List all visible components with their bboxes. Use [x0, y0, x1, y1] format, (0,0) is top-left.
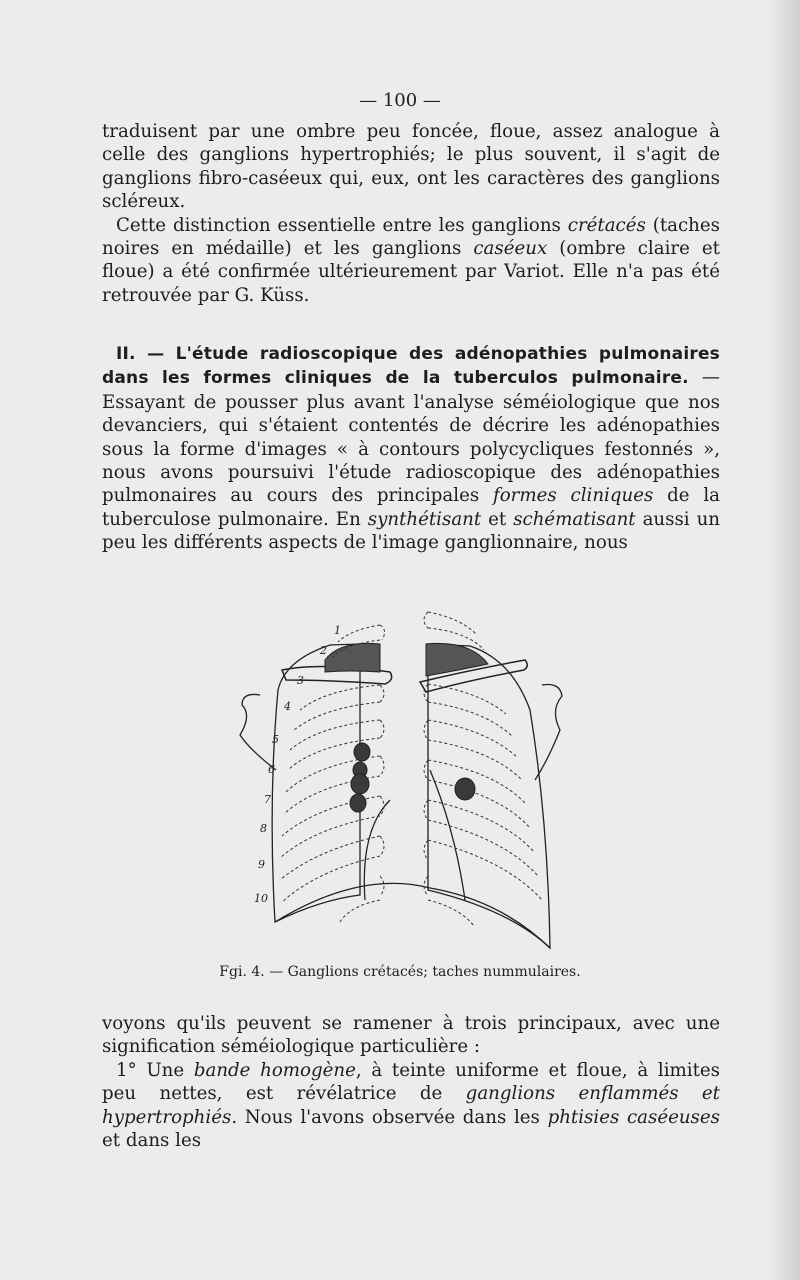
rib-label: 1 — [334, 624, 341, 637]
bottom-text-block — [102, 1012, 720, 1152]
paragraph: Cette distinction essentielle entre les ganglions crétacés (taches noires en médaille) et les ganglions caséeux (ombre claire et floue) a été confirmée ultérieurement par Variot. Elle n'a pas été retrouvée par G. Küss. — [102, 214, 720, 306]
chest-radiograph-figure — [230, 600, 580, 960]
calcified-node — [354, 743, 370, 761]
right-apex-shadow — [426, 643, 488, 676]
calcified-node — [351, 774, 369, 794]
right-scapula — [535, 684, 562, 780]
calcified-node — [455, 778, 475, 800]
left-apex-shadow — [325, 643, 380, 672]
section-block — [102, 342, 720, 555]
section-heading: II. — L'étude radioscopique des adénopathies pulmonaires dans les formes cliniques de la tuberculos pulmonaire. — [102, 344, 720, 389]
top-text-block — [102, 120, 720, 307]
calcified-node — [350, 794, 366, 812]
rib-label: 10 — [254, 892, 268, 905]
rib-label: 2 — [320, 644, 327, 657]
rib-label: 3 — [297, 674, 304, 687]
right-lung-outline — [428, 644, 550, 948]
rib-label: 8 — [260, 822, 267, 835]
rib-label: 6 — [268, 763, 275, 776]
page-number: — 100 — — [359, 90, 441, 111]
figure-caption: Fgi. 4. — Ganglions crétacés; taches nummulaires. — [219, 964, 581, 980]
rib-label: 9 — [258, 858, 265, 871]
paragraph: 1° Une bande homogène, à teinte uniforme et floue, à limites peu nettes, est révélatrice de ganglions enflammés et hypertrophiés. Nous l'avons observée dans les phtisies caséeuses et dans les — [102, 1059, 720, 1152]
section-paragraph: II. — L'étude radioscopique des adénopathies pulmonaires dans les formes cliniques de la tuberculos pulmonaire. — Essayant de pousser plus avant l'analyse séméiologique que nos devanciers, qui s'étaient contentés de décrire les adénopathies sous la forme d'images « à contours polycycliques festonnés », nous avons poursuivi l'étude radioscopique des adénopathies pulmonaires au cours des principales formes cliniques de la tuberculose pulmonaire. En synthétisant et schématisant aussi un peu les différents aspects de l'image ganglionnaire, nous — [102, 344, 721, 554]
page-edge-shadow — [770, 0, 800, 1280]
paragraph: traduisent par une ombre peu foncée, floue, assez analogue à celle des ganglions hypertrophiés; le plus souvent, il s'agit de ganglions fibro-caséeux qui, eux, ont les caractères des ganglions scléreux. — [102, 121, 720, 213]
rib-label: 4 — [284, 700, 291, 713]
rib-label: 7 — [264, 793, 271, 806]
paragraph: voyons qu'ils peuvent se ramener à trois principaux, avec une signification séméiologique particulière : — [102, 1013, 720, 1058]
rib-label: 5 — [272, 733, 279, 746]
left-scapula — [240, 694, 276, 770]
